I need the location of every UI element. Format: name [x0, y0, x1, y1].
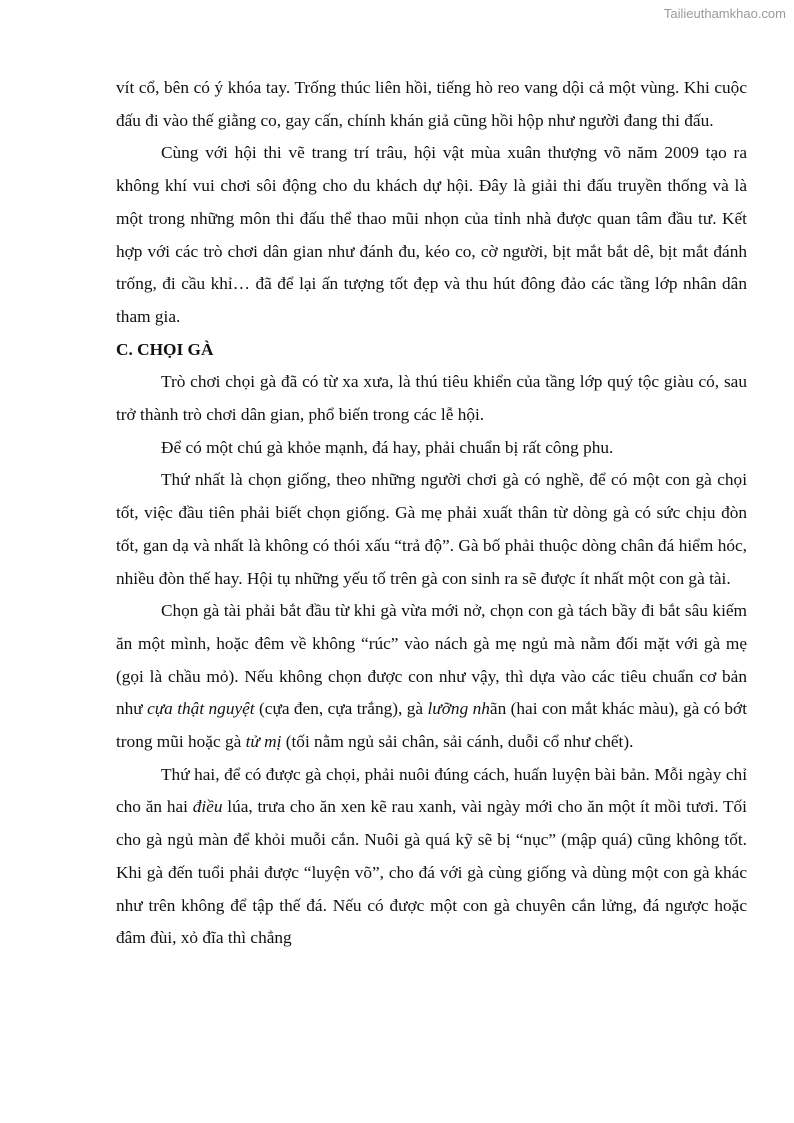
paragraph-1: vít cổ, bên có ý khóa tay. Trống thúc liên hồi, tiếng hò reo vang dội cả một vùng. Khi cuộc đấu đi vào thế giằng co, gay cấn, chính khán giả cũng hồi hộp như người đang thi đấu.: [116, 78, 747, 130]
text-run: lúa, trưa cho ăn xen kẽ rau xanh, vài ngày mới cho ăn một ít mồi tươi. Tối cho gà ngủ màn để khỏi muỗi cắn. Nuôi gà quá kỹ sẽ bị “nục” (mập quá) cũng không tốt. Khi gà đến tuổi phải được “luyện võ”, cho đá với gà cùng giống và dùng một con gà khác như trên không để tập thế đá. Nếu có được một con gà chuyên cắn lửng, đá ngược hoặc đâm đùi, xỏ đĩa thì chẳng: [116, 797, 747, 948]
paragraph-6: [116, 595, 747, 759]
watermark: Tailieuthamkhao.com: [663, 6, 786, 21]
text-run: (tối nằm ngủ sải chân, sải cánh, duỗi cổ như chết).: [281, 732, 634, 752]
text-run: ãn (hai con mắt khác màu), gà có bớt trong mũi hoặc gà: [116, 699, 747, 752]
italic-term: lưỡng nh: [427, 699, 490, 719]
document-body: [116, 72, 747, 955]
paragraph-3: Trò chơi chọi gà đã có từ xa xưa, là thú tiêu khiển của tầng lớp quý tộc giàu có, sau trở thành trò chơi dân gian, phổ biến trong các lễ hội.: [116, 372, 747, 425]
paragraph-2: Cùng với hội thi vẽ trang trí trâu, hội vật mùa xuân thượng võ năm 2009 tạo ra không khí vui chơi sôi động cho du khách dự hội. Đây là giải thi đấu truyền thống và là một trong những môn thi đấu thể thao mũi nhọn của tỉnh nhà được quan tâm đầu tư. Kết hợp với các trò chơi dân gian như đánh đu, kéo co, cờ người, bịt mắt bắt dê, bịt mắt đánh trống, đi cầu khỉ… đã để lại ấn tượng tốt đẹp và thu hút đông đảo các tầng lớp nhân dân tham gia.: [116, 143, 747, 326]
text-run: Chọn gà tài phải bắt đầu từ khi gà vừa mới nở, chọn con gà tách bầy đi bắt sâu kiếm ăn một mình, hoặc đêm về không “rúc” vào nách gà mẹ ngủ mà nằm đối mặt với gà mẹ (gọi là chầu mỏ). Nếu không chọn được con như vậy, thì dựa vào các tiêu chuẩn cơ bản như: [116, 601, 747, 719]
paragraph-7: [116, 759, 747, 955]
italic-term: điều: [192, 797, 223, 817]
section-heading: C. CHỌI GÀ: [116, 339, 214, 359]
paragraph-4: Để có một chú gà khỏe mạnh, đá hay, phải chuẩn bị rất công phu.: [161, 437, 614, 457]
italic-term: cựa thật nguyệt: [147, 699, 255, 719]
paragraph-5: Thứ nhất là chọn giống, theo những người chơi gà có nghề, để có một con gà chọi tốt, việc đầu tiên phải biết chọn giống. Gà mẹ phải xuất thân từ dòng gà có sức chịu đòn tốt, gan dạ và nhất là không có thói xấu “trả độ”. Gà bố phải thuộc dòng chân đá hiểm hóc, nhiều đòn thế hay. Hội tụ những yếu tố trên gà con sinh ra sẽ được ít nhất một con gà tài.: [116, 470, 747, 588]
italic-term: tử mị: [245, 732, 282, 752]
text-run: (cựa đen, cựa trắng), gà: [254, 699, 428, 719]
text-run: Thứ hai, để có được gà chọi, phải nuôi đúng cách, huấn luyện bài bản. Mỗi ngày chỉ cho ăn hai: [116, 764, 747, 817]
